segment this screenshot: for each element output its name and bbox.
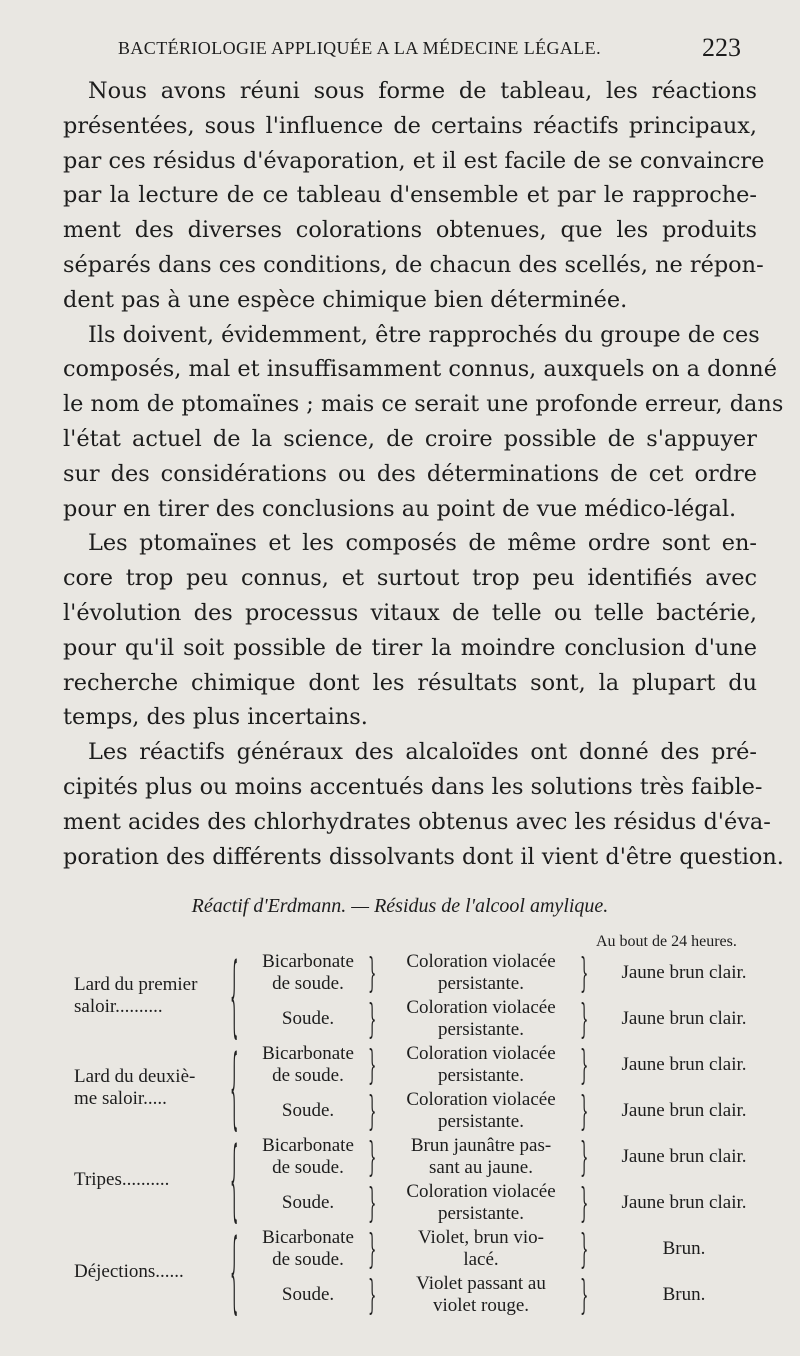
reaction-cell <box>386 1043 576 1087</box>
reagent-brace: } <box>368 1179 377 1227</box>
page-number: 223 <box>702 33 741 62</box>
text-line: Les réactifs généraux des alcaloïdes ont donné des pré- <box>88 739 757 766</box>
reagent-cell <box>244 1227 372 1271</box>
reaction-cell-line: Coloration violacée <box>406 1181 556 1202</box>
group-brace: { <box>230 1036 239 1140</box>
reagent-cell-line: Soude. <box>281 1100 335 1121</box>
text-line: par la lecture de ce tableau d'ensemble et par le rapproche- <box>63 182 757 209</box>
reaction-cell-line: Coloration violacée <box>406 951 556 972</box>
sample-label-line: Lard du deuxiè- <box>74 1066 196 1087</box>
paragraph <box>63 735 784 874</box>
sample-label-line: Tripes.......... <box>74 1169 170 1190</box>
reagent-cell <box>244 1100 372 1122</box>
reagent-brace: } <box>368 1041 377 1089</box>
reagent-brace: } <box>368 1225 377 1273</box>
reaction-cell <box>386 997 576 1041</box>
paragraph <box>63 74 765 318</box>
reaction-cell-line: violet rouge. <box>432 1295 530 1316</box>
reaction-cell <box>386 1181 576 1225</box>
reagent-cell-line: de soude. <box>272 1157 344 1178</box>
paragraph <box>63 526 757 735</box>
result-cell: Jaune brun clair. <box>621 1054 747 1075</box>
text-line: Nous avons réuni sous forme de tableau, les réactions <box>88 78 757 104</box>
sample-label-line: saloir.......... <box>74 996 163 1017</box>
text-line: recherche chimique dont les résultats sont, la plupart du <box>63 669 757 696</box>
reagent-cell-line: Bicarbonate <box>262 1043 354 1064</box>
reaction-cell <box>386 951 576 995</box>
text-line: pour en tirer des conclusions au point de vue médico-légal. <box>63 495 737 522</box>
reaction-brace: } <box>580 1179 589 1227</box>
result-cell: Jaune brun clair. <box>621 1146 747 1167</box>
text-line: ment des diverses colorations obtenues, que les produits <box>63 217 757 244</box>
reaction-brace: } <box>580 1133 589 1181</box>
reagent-cell-line: Soude. <box>281 1284 335 1305</box>
text-line: dent pas à une espèce chimique bien déterminée. <box>63 286 628 313</box>
reaction-brace: } <box>580 1087 589 1135</box>
result-cell: Jaune brun clair. <box>621 1192 747 1213</box>
reaction-cell <box>386 1227 576 1271</box>
reagent-cell <box>244 1284 372 1306</box>
text-line: composés, mal et insuffisamment connus, auxquels on a donné <box>63 356 777 383</box>
reaction-brace: } <box>580 1271 589 1319</box>
sample-label <box>74 1261 184 1283</box>
running-title: BACTÉRIOLOGIE APPLIQUÉE A LA MÉDECINE LÉGALE. <box>118 38 601 58</box>
text-line: par ces résidus d'évaporation, et il est facile de se convaincre <box>63 147 765 174</box>
text-line: Les ptomaïnes et les composés de même ordre sont en- <box>88 530 757 557</box>
text-line: le nom de ptomaïnes ; mais ce serait une profonde erreur, dans <box>63 391 784 418</box>
reagent-brace: } <box>368 1133 377 1181</box>
reaction-cell-line: Violet passant au <box>416 1273 546 1294</box>
reaction-brace: } <box>580 995 589 1043</box>
group-brace: { <box>230 944 239 1048</box>
reagent-cell <box>244 951 372 995</box>
text-line: ment acides des chlorhydrates obtenus avec les résidus d'éva- <box>63 808 771 835</box>
reagent-brace: } <box>368 1087 377 1135</box>
result-cell: Jaune brun clair. <box>621 1100 747 1121</box>
reaction-cell <box>386 1089 576 1133</box>
reagent-cell <box>244 1008 372 1030</box>
group-brace: { <box>230 1220 239 1324</box>
body-text <box>63 74 784 874</box>
reaction-brace: } <box>580 1041 589 1089</box>
reaction-cell-line: Violet, brun vio- <box>417 1227 545 1248</box>
reaction-cell-line: persistante. <box>437 1019 524 1040</box>
text-line: l'évolution des processus vitaux de telle ou telle bactérie, <box>63 599 757 626</box>
result-cell: Brun. <box>662 1284 706 1305</box>
text-line: core trop peu connus, et surtout trop peu identifiés avec <box>63 565 757 592</box>
page-header <box>0 30 800 66</box>
reaction-cell-line: Brun jaunâtre pas- <box>410 1135 552 1156</box>
reagent-cell <box>244 1135 372 1179</box>
reagent-cell-line: de soude. <box>272 1249 344 1270</box>
reaction-cell <box>386 1273 576 1317</box>
text-line: poration des différents dissolvants dont il vient d'être question. <box>63 843 784 870</box>
sample-label-line: Lard du premier <box>74 974 198 995</box>
reagent-cell <box>244 1043 372 1087</box>
reaction-cell <box>386 1135 576 1179</box>
reaction-cell-line: persistante. <box>437 1111 524 1132</box>
reagent-cell-line: Bicarbonate <box>262 951 354 972</box>
group-brace: { <box>230 1128 239 1232</box>
reaction-cell-line: persistante. <box>437 1065 524 1086</box>
reagent-brace: } <box>368 949 377 997</box>
reaction-brace: } <box>580 1225 589 1273</box>
text-line: présentées, sous l'influence de certains réactifs principaux, <box>63 112 757 139</box>
reagent-cell-line: de soude. <box>272 973 344 994</box>
text-line: pour qu'il soit possible de tirer la moindre conclusion d'une <box>63 634 757 661</box>
sample-label <box>74 1169 169 1191</box>
text-line: sur des considérations ou des déterminations de cet ordre <box>63 460 757 487</box>
reaction-cell-line: Coloration violacée <box>406 1089 556 1110</box>
reagent-cell-line: Soude. <box>281 1008 335 1029</box>
reaction-cell-line: Coloration violacée <box>406 997 556 1018</box>
result-cell: Jaune brun clair. <box>621 1008 747 1029</box>
reagent-brace: } <box>368 995 377 1043</box>
paragraph <box>63 318 784 527</box>
text-line: cipités plus ou moins accentués dans les solutions très faible- <box>63 773 763 800</box>
text-line: séparés dans ces conditions, de chacun des scellés, ne répon- <box>63 251 764 278</box>
reagent-cell-line: Soude. <box>281 1192 335 1213</box>
reaction-cell-line: sant au jaune. <box>429 1157 533 1178</box>
reaction-table <box>0 944 800 1324</box>
reagent-cell <box>244 1192 372 1214</box>
result-cell: Brun. <box>662 1238 706 1259</box>
reagent-cell-line: Bicarbonate <box>262 1135 354 1156</box>
reaction-cell-line: Coloration violacée <box>406 1043 556 1064</box>
sample-label <box>74 1066 195 1110</box>
sample-label <box>74 974 197 1018</box>
table-caption: Réactif d'Erdmann. — Résidus de l'alcool amylique. <box>191 895 609 917</box>
reaction-cell-line: lacé. <box>463 1249 499 1270</box>
text-line: l'état actuel de la science, de croire possible de s'appuyer <box>63 425 757 452</box>
text-line: temps, des plus incertains. <box>63 704 368 731</box>
sample-label-line: me saloir..... <box>74 1088 167 1109</box>
sample-label-line: Déjections...... <box>74 1261 184 1282</box>
reagent-cell-line: de soude. <box>272 1065 344 1086</box>
reaction-cell-line: persistante. <box>437 973 524 994</box>
reagent-cell-line: Bicarbonate <box>262 1227 354 1248</box>
reagent-brace: } <box>368 1271 377 1319</box>
text-line: Ils doivent, évidemment, être rapprochés du groupe de ces <box>88 321 760 348</box>
time-note: Au bout de 24 heures. <box>596 933 737 950</box>
result-cell: Jaune brun clair. <box>621 962 747 983</box>
reaction-brace: } <box>580 949 589 997</box>
reaction-cell-line: persistante. <box>437 1203 524 1224</box>
